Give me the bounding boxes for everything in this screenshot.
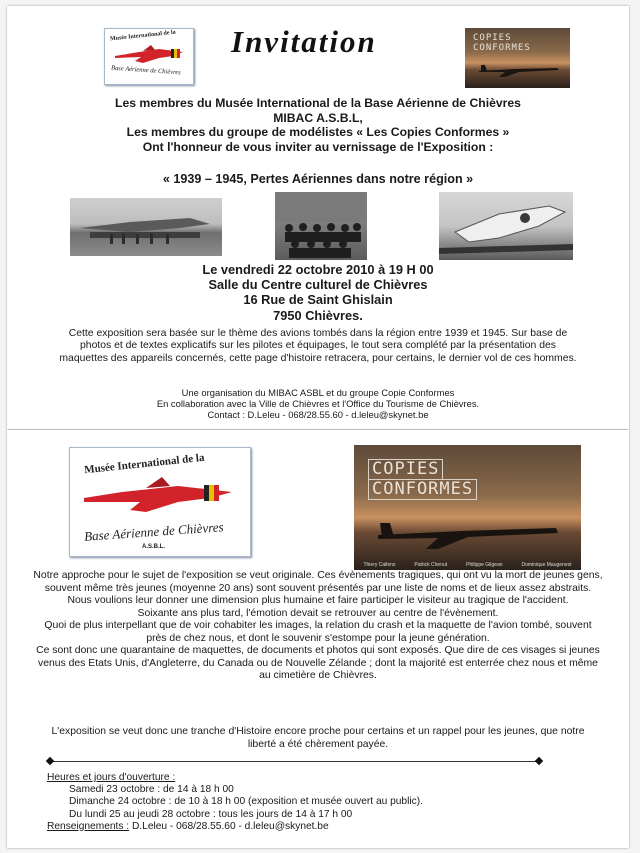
event-venue: Salle du Centre culturel de Chièvres — [208, 277, 428, 293]
hours-saturday: Samedi 23 octobre : de 14 à 18 h 00 — [69, 784, 234, 796]
paragraph-models: Ce sont donc une quarantaine de maquettes, de documents et photos qui sont exposés. Que dire de ces visages si jeunes venus des Etats Unis, d'Angleterre, du Canada ou de Nouvelle Zélande ; dont la majorité est enterrée chez nous et même au cimetière de Chièvres. — [36, 645, 600, 681]
paragraph-approach: Notre approche pour le sujet de l'exposition se veut originale. Ces évènements tragiques, qui ont vu la mort de jeunes gens, souvent même très jeunes (moyenne 20 ans) sont souvent présentés par une liste de noms et de lieux assez abstraits. — [33, 570, 603, 594]
intro-line-1: Les membres du Musée International de la Base Aérienne de Chièvres — [115, 96, 521, 110]
paragraph-sixty-years: Soixante ans plus tard, l'émotion devait se retrouver au centre de l'évènement. — [137, 607, 499, 619]
intro-line-2: MIBAC A.S.B.L, — [273, 110, 363, 125]
event-street: 16 Rue de Saint Ghislain — [243, 292, 393, 308]
exhibition-description: Cette exposition sera basée sur le thème des avions tombés dans la région entre 1939 et 1945. Sur base de photos et de textes explicatifs sur les pilotes et équipages, le tout sera complété par la présentation des maquettes des appareils concernés, cette page d'histoire retracera, pour certains, le dernier vol de ces hommes. — [59, 328, 577, 364]
event-city: 7950 Chièvres. — [273, 307, 363, 323]
divider-line — [51, 761, 539, 762]
collaboration-line: En collaboration avec la Ville de Chièvres et l'Office du Tourisme de Chièvres. — [156, 398, 480, 410]
cc-member-2: Patrick Chenut — [414, 562, 448, 568]
cc-member-3: Philippe Gilgean — [466, 562, 503, 568]
hours-sunday: Dimanche 24 octobre : de 10 à 18 h 00 (exposition et musée ouvert au public). — [69, 796, 423, 808]
organisation-line: Une organisation du MIBAC ASBL et du groupe Copie Conformes — [181, 387, 455, 398]
hours-weekdays: Du lundi 25 au jeudi 28 octobre : tous les jours de 14 à 17 h 00 — [69, 808, 353, 820]
info-label: Renseignements : — [47, 820, 130, 832]
copies-conformes-logo — [465, 28, 570, 88]
contact-line: Contact : D.Leleu - 068/28.55.60 - d.leleu@skynet.be — [207, 409, 429, 421]
mibac-logo-large — [69, 447, 251, 557]
opening-hours — [47, 772, 607, 833]
invitation-title: Invitation — [231, 24, 377, 59]
cc-logo-line2: CONFORMES — [473, 43, 531, 53]
divider-diamond-right — [535, 757, 543, 765]
cc-member-4: Dominique Maugenest — [521, 562, 572, 568]
mibac-logo-asbl: A.S.B.L. — [142, 544, 166, 550]
bomber-silhouette-icon — [475, 61, 561, 79]
photo-crashed-aircraft-field — [70, 198, 222, 256]
exhibition-title: « 1939 – 1945, Pertes Aériennes dans notre région » — [162, 172, 474, 186]
mibac-large-line1: Musée International de la — [83, 451, 205, 477]
photo-bomber-crew — [275, 192, 367, 260]
copies-conformes-logo-large — [354, 445, 581, 570]
jet-aircraft-large-icon — [82, 474, 238, 522]
cc-large-line1: COPIES — [368, 459, 443, 480]
info-contact: D.Leleu - 068/28.55.60 - d.leleu@skynet.be — [131, 820, 329, 832]
intro-line-3: Les membres du groupe de modélistes « Les Copies Conformes » — [126, 125, 510, 140]
photo-fighter-on-rails — [439, 192, 573, 260]
closing-paragraph: L'exposition se veut donc une tranche d'Histoire encore proche pour certains et un rappel pour les jeunes, que notre liberté a été chèrement payée. — [51, 726, 585, 750]
cc-large-line2: CONFORMES — [368, 479, 477, 500]
cc-logo-line1: COPIES — [473, 33, 512, 43]
cc-member-names — [354, 562, 581, 568]
cc-member-1: Thiery Callens — [363, 562, 396, 568]
event-date: Le vendredi 22 octobre 2010 à 19 H 00 — [202, 262, 434, 277]
paragraph-images: Quoi de plus interpellant que de voir cohabiter les images, la relation du crash et la maquette de l'avion tombé, souvent près de chez nous, et dont le souvenir s'estompe pour la jeune génération. — [44, 620, 592, 644]
mibac-large-line2: Base Aérienne de Chièvres — [83, 519, 225, 544]
bomber-silhouette-large-icon — [372, 513, 562, 553]
details-page — [7, 430, 629, 848]
mibac-logo — [104, 28, 194, 85]
intro-line-4: Ont l'honneur de vous inviter au vernissage de l'Exposition : — [142, 139, 494, 154]
mibac-logo-line1: Musée International de la — [109, 29, 176, 43]
mibac-logo-line2: Base Aérienne de Chièvres — [110, 64, 182, 77]
invitation-page — [7, 6, 629, 429]
info-line — [47, 821, 607, 833]
divider-diamond-left — [46, 757, 54, 765]
hours-title: Heures et jours d'ouverture : — [47, 772, 176, 783]
paragraph-human-dimension: Nous voulions leur donner une dimension plus humaine et faire participer le visiteur au tragique de l'accident. — [67, 595, 569, 606]
